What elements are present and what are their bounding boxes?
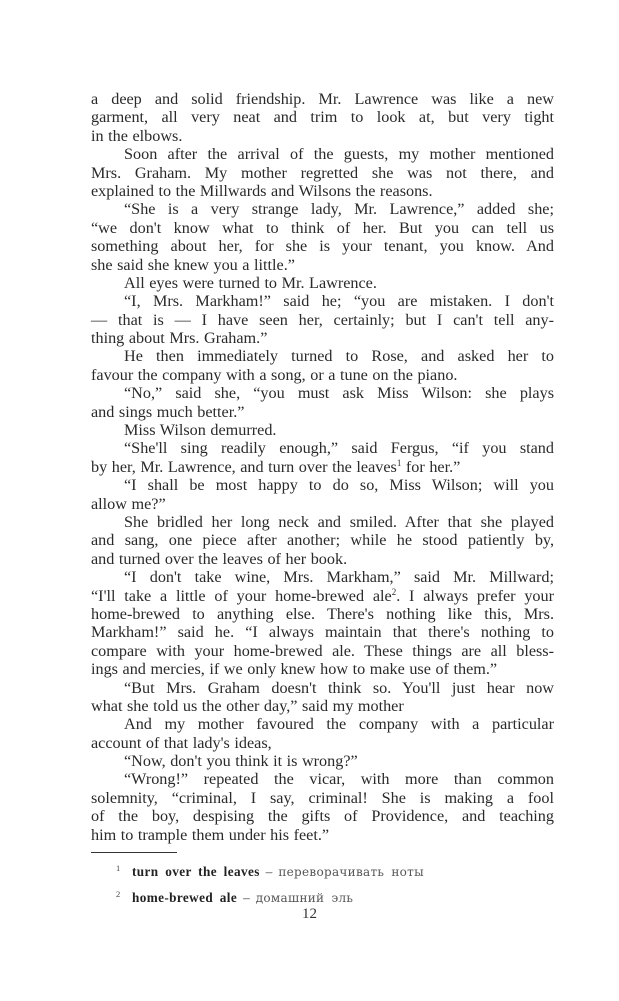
- text-line: “I, Mrs. Markham!” said he; “you are mistaken. I don't: [124, 292, 554, 311]
- text-line: of the boy, despising the gifts of Providence, and teaching: [91, 807, 554, 826]
- text-line: “Wrong!” repeated the vicar, with more than common: [124, 770, 554, 789]
- text-line: “Now, don't you think it is wrong?”: [124, 752, 358, 771]
- text-line: “I shall be most happy to do so, Miss Wilson; will you: [124, 476, 554, 495]
- footnote-ref-2[interactable]: 2: [391, 586, 397, 597]
- text-line: Soon after the arrival of the guests, my mother mentioned: [124, 145, 554, 164]
- text-line: She bridled her long neck and smiled. After that she played: [124, 512, 554, 531]
- text-line: what she told us the other day,” said my mother: [91, 696, 404, 715]
- page-number: 12: [302, 906, 317, 922]
- text-line: something about her, for she is your tenant, you know. And: [91, 237, 554, 256]
- text-segment: by her, Mr. Lawrence, and turn over the leaves: [91, 457, 397, 476]
- text-line-with-footnote: [91, 587, 554, 605]
- text-line: And my mother favoured the company with a particular: [124, 715, 554, 734]
- text-line: home-brewed to anything else. There's nothing like this, Mrs.: [91, 604, 554, 623]
- footnotes: [116, 857, 424, 909]
- text-line: in the elbows.: [91, 126, 183, 145]
- footnote-1: [116, 857, 424, 883]
- text-line: compare with your home-brewed ale. These things are all bless-: [91, 641, 554, 660]
- footnote-number: 1: [116, 863, 121, 873]
- text-line: and sang, one piece after another; while he stood patiently by,: [91, 531, 554, 550]
- text-line: ings and mercies, if we only knew how to make use of them.”: [91, 660, 498, 679]
- text-line: Miss Wilson demurred.: [124, 421, 277, 440]
- footnote-number: 2: [116, 889, 121, 899]
- text-line: “She'll sing readily enough,” said Fergus, “if you stand: [124, 439, 554, 458]
- footnote-definition: домашний эль: [255, 891, 354, 905]
- text-line: garment, all very neat and trim to look at, but very tight: [91, 108, 554, 127]
- text-segment: “I'll take a little of your home-brewed ale: [91, 586, 392, 605]
- text-line: “I don't take wine, Mrs. Markham,” said Mr. Millward;: [124, 568, 554, 587]
- text-line: account of that lady's ideas,: [91, 733, 272, 752]
- text-line: “She is a very strange lady, Mr. Lawrence,” added she;: [124, 200, 554, 219]
- footnote-term: home-brewed ale: [132, 890, 238, 905]
- text-line: explained to the Millwards and Wilsons the reasons.: [91, 181, 433, 200]
- text-line: All eyes were turned to Mr. Lawrence.: [124, 273, 377, 292]
- footnote-term: turn over the leaves: [132, 864, 260, 879]
- text-line: and turned over the leaves of her book.: [91, 549, 348, 568]
- text-line: a deep and solid friendship. Mr. Lawrence was like a new: [91, 90, 554, 108]
- text-segment: for her.”: [401, 457, 461, 476]
- footnote-dash: –: [243, 890, 250, 905]
- text-line: favour the company with a song, or a tune on the piano.: [91, 365, 458, 384]
- text-line-with-footnote: [91, 458, 554, 476]
- text-line: allow me?”: [91, 494, 166, 513]
- text-line: him to trample them under his feet.”: [91, 825, 330, 844]
- text-line: “No,” said she, “you must ask Miss Wilson: she plays: [124, 384, 554, 403]
- footnote-ref-1[interactable]: 1: [396, 457, 402, 468]
- text-segment: . I always prefer your: [396, 586, 554, 605]
- text-line: He then immediately turned to Rose, and asked her to: [124, 347, 554, 366]
- text-line: Mrs. Graham. My mother regretted she was not there, and: [91, 163, 554, 182]
- text-line: she said she knew you a little.”: [91, 255, 295, 274]
- text-line: thing about Mrs. Graham.”: [91, 329, 268, 348]
- text-line: — that is — I have seen her, certainly; but I can't tell any-: [91, 310, 554, 329]
- footnote-dash: –: [265, 864, 273, 879]
- footnote-definition: переворачивать ноты: [278, 865, 424, 879]
- text-line: Markham!” said he. “I always maintain that there's nothing to: [91, 623, 554, 642]
- page-body: [91, 90, 554, 844]
- text-line: solemnity, “criminal, I say, criminal! She is making a fool: [91, 788, 554, 807]
- text-line: “we don't know what to think of her. But you can tell us: [91, 218, 554, 237]
- text-line: “But Mrs. Graham doesn't think so. You'll just hear now: [124, 678, 554, 697]
- text-line: and sings much better.”: [91, 402, 245, 421]
- footnote-divider: [91, 852, 177, 853]
